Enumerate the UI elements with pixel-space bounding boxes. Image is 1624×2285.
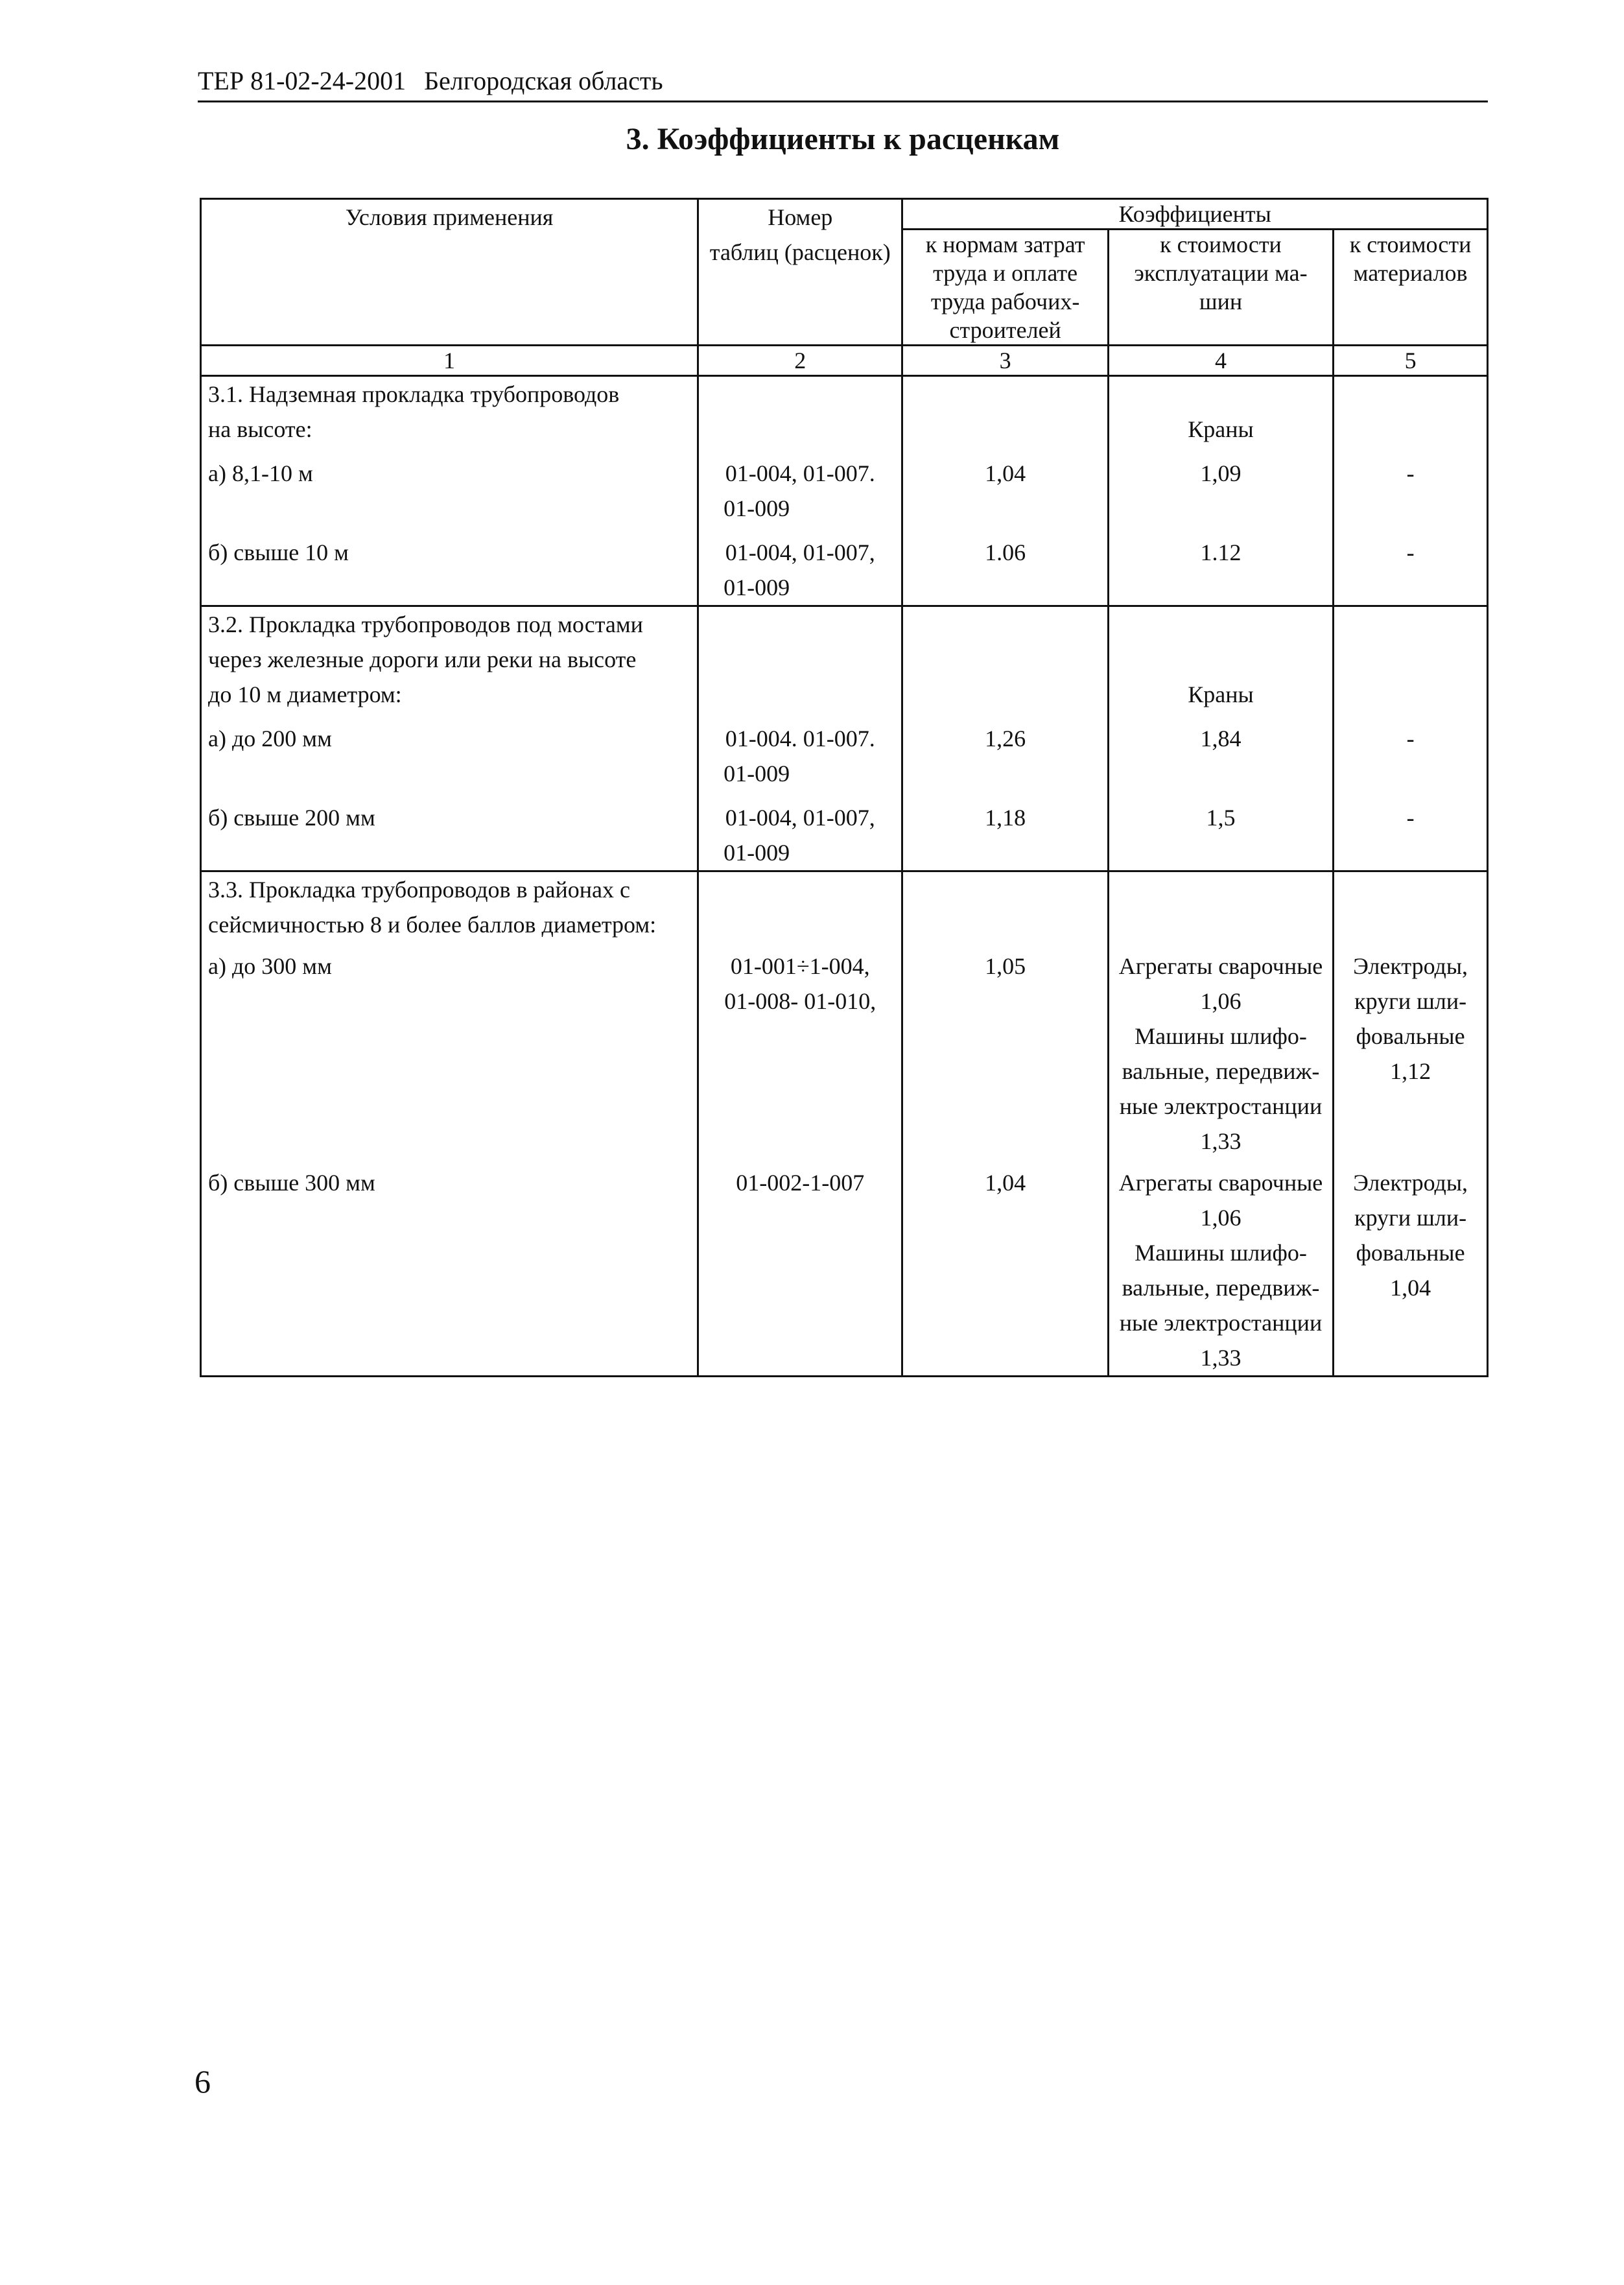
table-row-cond: а) 8,1-10 м — [208, 460, 313, 486]
header-labor: к нормам затрат труда и оплате труда рабочих- строителей — [902, 230, 1108, 346]
table-row-cond: б) свыше 200 мм — [208, 805, 375, 831]
section-3-1-materials: - - — [1334, 376, 1488, 606]
section-3-3-conditions: 3.3. Прокладка трубопроводов в районах с сейсмичностью 8 и более баллов диаметром: а) до 300 мм б) свыше 300 мм — [201, 871, 698, 1377]
section-3-2-machines: Краны 1,84 1,5 — [1108, 606, 1333, 871]
section-3-3-machines: Агрегаты сварочные 1,06 Машины шлифо- вальные, передвиж- ные электростанции 1,33 Агрегаты сварочные 1,06 Машины шлифо- вальные, передвиж- ные электростанции 1,33 — [1108, 871, 1333, 1377]
header-coefficients: Коэффициенты — [902, 199, 1488, 230]
header-row-1 — [201, 199, 1488, 230]
header-materials: к стоимости материалов — [1334, 230, 1488, 346]
section-3-1-machines: Краны 1,09 1.12 — [1108, 376, 1333, 606]
section-3-2-tables: 01-004. 01-007. 01-009 01-004, 01-007, 01-009 — [698, 606, 902, 871]
header-conditions: Условия применения — [201, 199, 698, 346]
page-number: 6 — [194, 2063, 211, 2100]
section-3-2-conditions: 3.2. Прокладка трубопроводов под мостами через железные дороги или реки на высоте до 10 м диаметром: а) до 200 мм б) свыше 200 мм — [201, 606, 698, 871]
table-row-cond: а) до 200 мм — [208, 726, 332, 752]
section-3-3-tables: 01-001÷1-004, 01-008- 01-010, 01-002-1-007 — [698, 871, 902, 1377]
section-3-2-materials: - - — [1334, 606, 1488, 871]
section-3-3-materials: Электроды, круги шли- фовальные 1,12 Электроды, круги шли- фовальные 1,04 — [1334, 871, 1488, 1377]
header-machines: к стоимости эксплуатации ма- шин — [1108, 230, 1333, 346]
region-name: Белгородская область — [424, 66, 663, 95]
column-number-2: 2 — [698, 346, 902, 376]
column-number-4: 4 — [1108, 346, 1333, 376]
running-header — [198, 62, 1488, 102]
section-3-2 — [201, 606, 1488, 871]
section-3-2-labor: 1,26 1,18 — [902, 606, 1108, 871]
section-3-1 — [201, 376, 1488, 606]
section-3-1-tables: 01-004, 01-007. 01-009 01-004, 01-007, 01-009 — [698, 376, 902, 606]
document-code: ТЕР 81-02-24-2001 — [198, 66, 406, 95]
coefficients-table — [200, 198, 1489, 1377]
column-number-3: 3 — [902, 346, 1108, 376]
section-3-1-conditions: 3.1. Надземная прокладка трубопроводов на высоте: а) 8,1-10 м б) свыше 10 м — [201, 376, 698, 606]
section-title: 3. Коэффициенты к расценкам — [626, 122, 1060, 156]
column-number-1: 1 — [201, 346, 698, 376]
table-row-cond: а) до 300 мм — [208, 953, 332, 979]
section-3-3 — [201, 871, 1488, 1377]
header-tables: Номер таблиц (расценок) — [698, 199, 902, 346]
section-3-3-labor: 1,05 1,04 — [902, 871, 1108, 1377]
table-row-cond: б) свыше 10 м — [208, 539, 349, 565]
column-number-5: 5 — [1334, 346, 1488, 376]
column-numbers-row — [201, 346, 1488, 376]
section-3-1-labor: 1,04 1.06 — [902, 376, 1108, 606]
table-row-cond: б) свыше 300 мм — [208, 1170, 375, 1196]
